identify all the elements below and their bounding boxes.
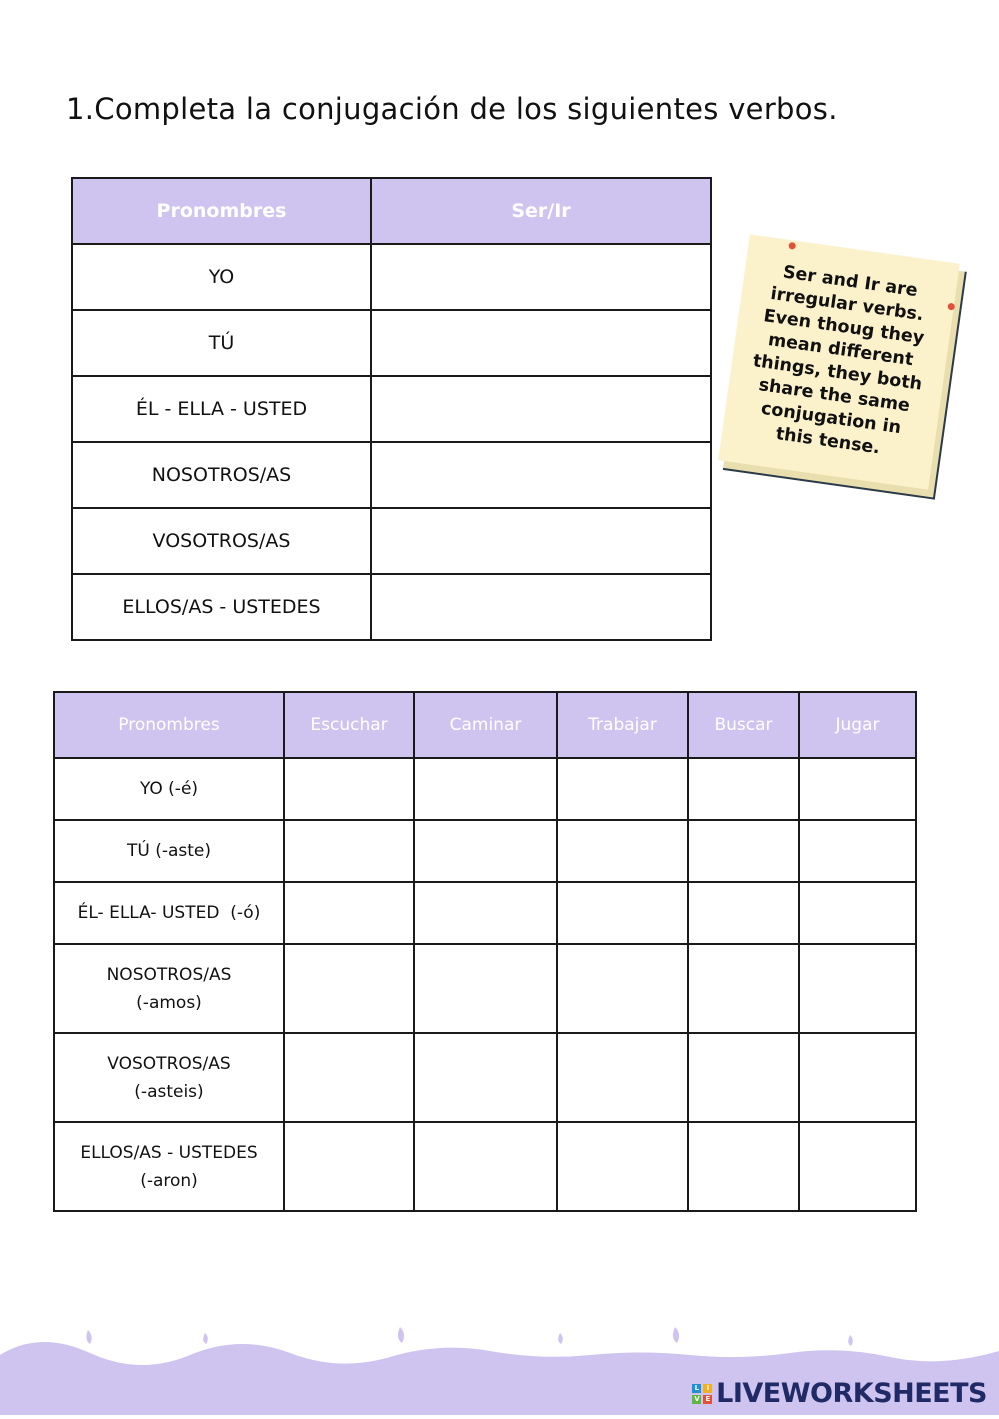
pronoun-cell: VOSOTROS/AS <box>72 508 371 574</box>
brand-name: LIVEWORKSHEETS <box>716 1378 987 1409</box>
exercise-title: 1.Completa la conjugación de los siguientes verbos. <box>66 92 838 126</box>
pronoun-label: VOSOTROS/AS <box>107 1053 231 1074</box>
table-row <box>54 1122 916 1211</box>
header-buscar: Buscar <box>688 692 799 758</box>
table-row <box>54 820 916 882</box>
liveworksheets-logo-icon <box>692 1384 712 1404</box>
logo-letter: E <box>703 1395 712 1404</box>
pronoun-label: NOSOTROS/AS <box>106 964 232 985</box>
answer-cell[interactable] <box>284 758 414 820</box>
header-caminar: Caminar <box>414 692 557 758</box>
answer-cell[interactable] <box>799 820 916 882</box>
table-row <box>54 758 916 820</box>
header-trabajar: Trabajar <box>557 692 688 758</box>
ending-label: (-asteis) <box>134 1081 204 1102</box>
ending-label: (-amos) <box>136 992 202 1013</box>
answer-cell[interactable] <box>557 882 688 944</box>
answer-cell[interactable] <box>799 944 916 1033</box>
table-row <box>72 244 711 310</box>
ending-label: (-aron) <box>140 1170 198 1191</box>
answer-cell[interactable] <box>371 442 711 508</box>
answer-cell[interactable] <box>414 1122 557 1211</box>
table-row <box>72 508 711 574</box>
answer-cell[interactable] <box>799 1122 916 1211</box>
answer-cell[interactable] <box>688 820 799 882</box>
answer-cell[interactable] <box>688 1122 799 1211</box>
answer-cell[interactable] <box>371 310 711 376</box>
pronoun-label: TÚ (-aste) <box>126 841 212 861</box>
header-jugar: Jugar <box>799 692 916 758</box>
answer-cell[interactable] <box>688 1033 799 1122</box>
answer-cell[interactable] <box>414 882 557 944</box>
answer-cell[interactable] <box>688 944 799 1033</box>
table-row <box>72 442 711 508</box>
table-header-row <box>54 692 916 758</box>
pronoun-label: ÉL- ELLA- USTED (-ó) <box>77 903 261 923</box>
answer-cell[interactable] <box>557 820 688 882</box>
pronoun-label: ELLOS/AS - USTEDES <box>80 1142 258 1163</box>
pronoun-cell <box>54 1033 284 1122</box>
pronoun-cell <box>54 882 284 944</box>
answer-cell[interactable] <box>688 758 799 820</box>
answer-cell[interactable] <box>688 882 799 944</box>
pronoun-cell: TÚ <box>72 310 371 376</box>
header-ser-ir: Ser/Ir <box>371 178 711 244</box>
table-row <box>72 376 711 442</box>
header-escuchar: Escuchar <box>284 692 414 758</box>
logo-letter: V <box>692 1395 701 1404</box>
answer-cell[interactable] <box>284 1033 414 1122</box>
regular-verbs-conjugation-table <box>53 691 917 1212</box>
answer-cell[interactable] <box>371 376 711 442</box>
pronoun-cell <box>54 944 284 1033</box>
header-pronombres: Pronombres <box>72 178 371 244</box>
answer-cell[interactable] <box>799 1033 916 1122</box>
table-header-row <box>72 178 711 244</box>
table-row <box>72 574 711 640</box>
pronoun-cell <box>54 1122 284 1211</box>
answer-cell[interactable] <box>284 1122 414 1211</box>
logo-letter: L <box>692 1384 701 1393</box>
liveworksheets-brand[interactable] <box>692 1378 987 1409</box>
pronoun-cell: ÉL - ELLA - USTED <box>72 376 371 442</box>
answer-cell[interactable] <box>414 820 557 882</box>
answer-cell[interactable] <box>557 758 688 820</box>
logo-letter: I <box>703 1384 712 1393</box>
header-pronombres: Pronombres <box>54 692 284 758</box>
answer-cell[interactable] <box>284 882 414 944</box>
answer-cell[interactable] <box>557 1033 688 1122</box>
answer-cell[interactable] <box>414 944 557 1033</box>
answer-cell[interactable] <box>799 758 916 820</box>
ser-ir-conjugation-table <box>71 177 712 641</box>
sticky-note <box>718 234 960 489</box>
answer-cell[interactable] <box>557 944 688 1033</box>
answer-cell[interactable] <box>284 820 414 882</box>
answer-cell[interactable] <box>557 1122 688 1211</box>
answer-cell[interactable] <box>371 574 711 640</box>
footer-wave-band <box>0 1325 999 1415</box>
answer-cell[interactable] <box>414 758 557 820</box>
pronoun-cell: NOSOTROS/AS <box>72 442 371 508</box>
table-row <box>54 1033 916 1122</box>
sticky-note-text: Ser and Ir are irregular verbs. Even thoug they mean different things, they both share the same conjugation in this tense. <box>718 234 960 489</box>
pronoun-cell <box>54 758 284 820</box>
answer-cell[interactable] <box>414 1033 557 1122</box>
answer-cell[interactable] <box>371 508 711 574</box>
pronoun-cell <box>54 820 284 882</box>
table-row <box>54 944 916 1033</box>
pronoun-cell: ELLOS/AS - USTEDES <box>72 574 371 640</box>
pronoun-cell: YO <box>72 244 371 310</box>
table-row <box>72 310 711 376</box>
answer-cell[interactable] <box>799 882 916 944</box>
answer-cell[interactable] <box>284 944 414 1033</box>
table-row <box>54 882 916 944</box>
answer-cell[interactable] <box>371 244 711 310</box>
pronoun-label: YO (-é) <box>139 779 199 799</box>
